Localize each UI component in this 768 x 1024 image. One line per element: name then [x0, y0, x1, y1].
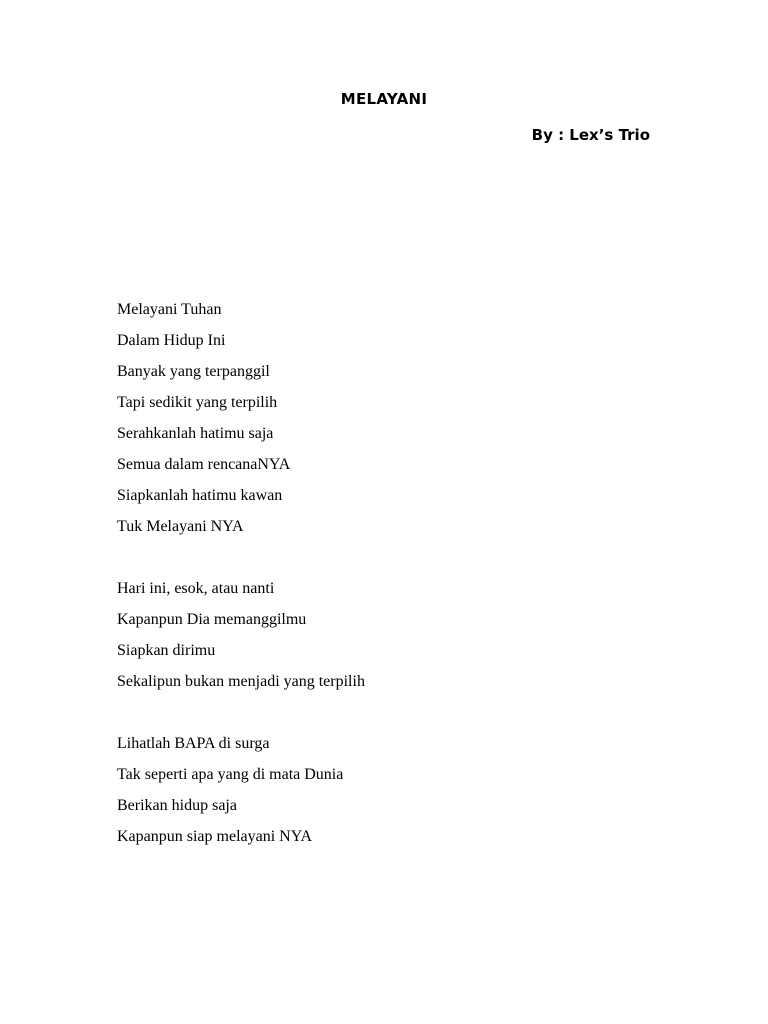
lyric-line: Melayani Tuhan [117, 301, 222, 318]
lyric-line: Tak seperti apa yang di mata Dunia [117, 766, 344, 783]
lyric-line: Banyak yang terpanggil [117, 363, 270, 380]
lyrics-body [117, 300, 677, 889]
lyric-line: Berikan hidup saja [117, 797, 237, 814]
stanza-1 [117, 300, 677, 548]
song-byline: By : Lex’s Trio [531, 126, 650, 144]
lyric-line: Siapkanlah hatimu kawan [117, 487, 283, 504]
lyric-line: Kapanpun Dia memanggilmu [117, 611, 307, 628]
lyric-line: Hari ini, esok, atau nanti [117, 580, 275, 597]
lyric-line: Kapanpun siap melayani NYA [117, 828, 313, 845]
lyric-line: Dalam Hidup Ini [117, 332, 226, 349]
song-title: MELAYANI [340, 90, 428, 108]
lyric-line: Tapi sedikit yang terpilih [117, 394, 278, 411]
stanza-3 [117, 734, 677, 858]
lyric-line: Sekalipun bukan menjadi yang terpilih [117, 673, 365, 690]
lyric-line: Tuk Melayani NYA [117, 518, 244, 535]
lyric-line: Siapkan dirimu [117, 642, 216, 659]
lyric-line: Semua dalam rencanaNYA [117, 456, 291, 473]
lyric-line: Serahkanlah hatimu saja [117, 425, 274, 442]
stanza-2 [117, 579, 677, 703]
lyric-line: Lihatlah BAPA di surga [117, 735, 270, 752]
